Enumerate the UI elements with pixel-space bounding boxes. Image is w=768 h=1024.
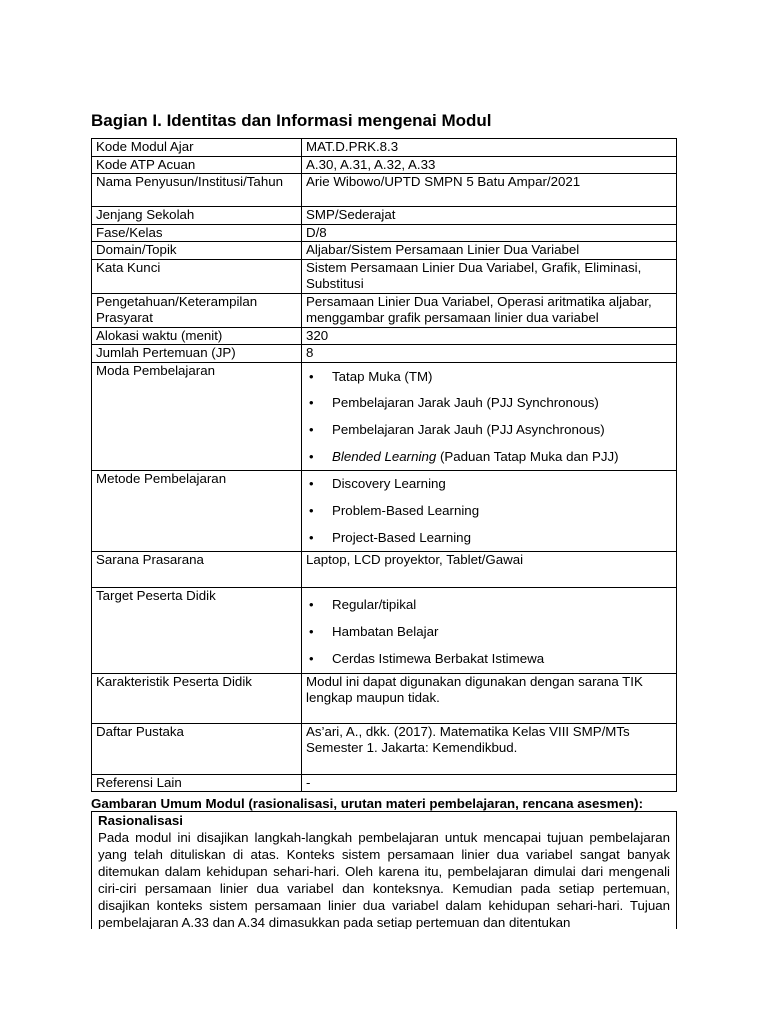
list-item: • Tatap Muka (TM) [306, 364, 672, 391]
table-row [92, 552, 677, 588]
list-item: • Discovery Learning [306, 471, 672, 498]
row-label: Moda Pembelajaran [92, 362, 302, 471]
learning-method-list [306, 471, 672, 551]
rationale-text: Pada modul ini disajikan langkah-langkah pembelajaran untuk mencapai tujuan pembelajaran yang telah dituliskan di atas. Konteks sistem persamaan linier dua variabel sangat banyak ditemukan dalam kehidupan sehari-hari. Oleh karena itu, pembelajaran dimulai dari mengenali ciri-ciri persamaan linier dua variabel dan konteksnya. Kemudian pada setiap pertemuan, disajikan konteks sistem persamaan linier dua variabel dalam kehidupan sehari-hari. Tujuan pembelajaran A.33 dan A.34 dimasukkan pada setiap pertemuan dan ditentukan [98, 830, 670, 929]
table-row [92, 327, 677, 345]
row-value: 8 [302, 345, 677, 363]
row-value: Modul ini dapat digunakan digunakan dengan sarana TIK lengkap maupun tidak. [302, 673, 677, 723]
table-row [92, 471, 677, 552]
row-value [302, 471, 677, 552]
table-row [92, 293, 677, 327]
row-label: Pengetahuan/Keterampilan Prasyarat [92, 293, 302, 327]
row-value: - [302, 774, 677, 792]
row-label: Kode ATP Acuan [92, 156, 302, 174]
row-value: Aljabar/Sistem Persamaan Linier Dua Variabel [302, 242, 677, 260]
row-label: Jumlah Pertemuan (JP) [92, 345, 302, 363]
table-row [92, 345, 677, 363]
row-label: Kode Modul Ajar [92, 139, 302, 157]
row-label: Kata Kunci [92, 259, 302, 293]
target-student-list [306, 592, 672, 672]
row-value: Laptop, LCD proyektor, Tablet/Gawai [302, 552, 677, 588]
row-label: Sarana Prasarana [92, 552, 302, 588]
table-row [92, 174, 677, 207]
row-label: Alokasi waktu (menit) [92, 327, 302, 345]
overview-heading: Gambaran Umum Modul (rasionalisasi, urutan materi pembelajaran, rencana asesmen): [91, 796, 643, 811]
row-label: Target Peserta Didik [92, 588, 302, 673]
row-value: SMP/Sederajat [302, 207, 677, 225]
row-value: A.30, A.31, A.32, A.33 [302, 156, 677, 174]
row-label: Referensi Lain [92, 774, 302, 792]
row-label: Nama Penyusun/Institusi/Tahun [92, 174, 302, 207]
row-label: Metode Pembelajaran [92, 471, 302, 552]
section-title: Bagian I. Identitas dan Informasi mengenai Modul [91, 111, 492, 130]
table-row [92, 207, 677, 225]
row-label: Fase/Kelas [92, 224, 302, 242]
table-row [92, 673, 677, 723]
list-item: • Regular/tipikal [306, 592, 672, 619]
table-row [92, 224, 677, 242]
blended-learning-term: Blended Learning [332, 448, 437, 464]
row-label: Domain/Topik [92, 242, 302, 260]
row-value: Persamaan Linier Dua Variabel, Operasi aritmatika aljabar, menggambar grafik persamaan linier dua variabel [302, 293, 677, 327]
table-row [92, 723, 677, 774]
row-value: 320 [302, 327, 677, 345]
table-row [92, 259, 677, 293]
row-value: Arie Wibowo/UPTD SMPN 5 Batu Ampar/2021 [302, 174, 677, 207]
list-item: • Cerdas Istimewa Berbakat Istimewa [306, 646, 672, 673]
table-row [92, 774, 677, 792]
module-info-table [91, 138, 677, 792]
blended-learning-desc: (Paduan Tatap Muka dan PJJ) [436, 448, 619, 464]
table-row [92, 362, 677, 471]
list-item: • Pembelajaran Jarak Jauh (PJJ Asynchronous) [306, 417, 672, 444]
list-item: • Problem-Based Learning [306, 498, 672, 525]
rationale-box [91, 811, 677, 929]
row-label: Daftar Pustaka [92, 723, 302, 774]
table-row [92, 242, 677, 260]
list-item [306, 444, 672, 471]
table-row [92, 139, 677, 157]
row-value: MAT.D.PRK.8.3 [302, 139, 677, 157]
row-value [302, 362, 677, 471]
row-label: Jenjang Sekolah [92, 207, 302, 225]
table-row [92, 588, 677, 673]
rationale-title: Rasionalisasi [98, 813, 183, 828]
row-value: D/8 [302, 224, 677, 242]
list-item: • Hambatan Belajar [306, 619, 672, 646]
list-item: • Project-Based Learning [306, 525, 672, 552]
row-value [302, 588, 677, 673]
table-row [92, 156, 677, 174]
learning-mode-list [306, 364, 672, 471]
row-value: Sistem Persamaan Linier Dua Variabel, Grafik, Eliminasi, Substitusi [302, 259, 677, 293]
row-value: As’ari, A., dkk. (2017). Matematika Kelas VIII SMP/MTs Semester 1. Jakarta: Kemendikbud. [302, 723, 677, 774]
row-label: Karakteristik Peserta Didik [92, 673, 302, 723]
list-item: • Pembelajaran Jarak Jauh (PJJ Synchronous) [306, 390, 672, 417]
